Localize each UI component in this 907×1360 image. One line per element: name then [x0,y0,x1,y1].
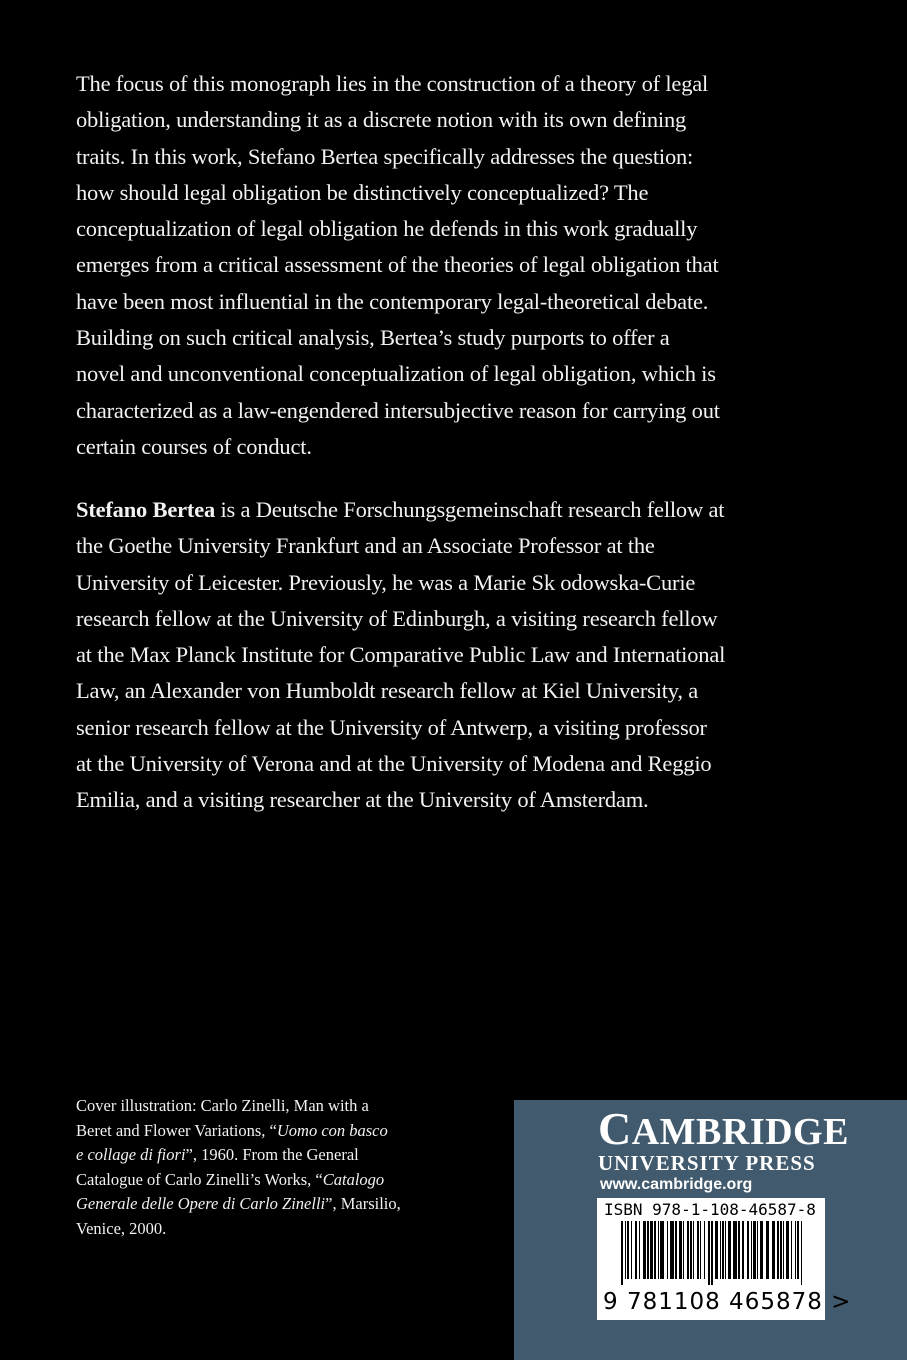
barcode-bar [647,1221,649,1279]
bio-line: the Goethe University Frankfurt and an Associate Professor at the [76,533,655,559]
caption-line: e collage di fiori”, 1960. From the General [76,1145,359,1165]
barcode-bar [708,1221,710,1285]
caption-line: Generale delle Opere di Carlo Zinelli”, Marsilio, [76,1194,401,1214]
barcode-bar [777,1221,779,1279]
barcode-bar [786,1221,789,1279]
cover-illustration-credit [76,1094,401,1242]
barcode-bar [654,1221,656,1279]
publisher-logo: CAMBRIDGE [598,1103,849,1154]
barcode-bar [643,1221,646,1279]
barcode-bar [725,1221,726,1279]
barcode-bar [635,1221,637,1279]
barcode-bar [728,1221,731,1279]
blurb-line: obligation, understanding it as a discrete notion with its own defining [76,107,687,133]
isbn-label: ISBN 978-1-108-46587-8 [604,1200,816,1219]
blurb-line: emerges from a critical assessment of the theories of legal obligation that [76,252,719,278]
barcode-bar [797,1221,799,1279]
barcode-bar [693,1221,694,1279]
barcode-bar [801,1221,802,1285]
barcode-bar [625,1221,626,1279]
barcode-bar [780,1221,782,1279]
bio-line: Emilia, and a visiting researcher at the University of Amsterdam. [76,787,649,813]
barcode-bar [667,1221,668,1279]
publisher-url: www.cambridge.org [600,1176,753,1193]
book-blurb [76,66,720,465]
caption-line: Cover illustration: Carlo Zinelli, Man with a [76,1096,369,1115]
barcode-bar [772,1221,775,1279]
publisher-subtitle: UNIVERSITY PRESS [598,1151,816,1175]
blurb-line: novel and unconventional conceptualization of legal obligation, which is [76,361,716,387]
caption-line: Beret and Flower Variations, “Uomo con basco [76,1120,388,1140]
bio-first-line-text: is a Deutsche Forschungsgemeinschaft research fellow at [215,497,725,522]
blurb-line: traits. In this work, Stefano Bertea specifically addresses the question: [76,143,694,169]
barcode-bar [753,1221,756,1279]
bio-line: research fellow at the University of Edinburgh, a visiting research fellow [76,605,718,631]
barcode-bar [658,1221,659,1279]
barcode-bar [757,1221,758,1279]
caption-line: Venice, 2000. [76,1218,167,1238]
blurb-line: Building on such critical analysis, Bertea’s study purports to offer a [76,325,670,351]
barcode-bar [621,1221,623,1285]
barcode-bar [733,1221,737,1279]
blurb-line: have been most influential in the contemporary legal-theoretical debate. [76,288,709,314]
bio-line: University of Leicester. Previously, he was a Marie Sk odowska-Curie [76,569,696,595]
barcode-bar [627,1221,629,1279]
caption-line: Catalogue of Carlo Zinelli’s Works, “Catalogo [76,1169,385,1189]
barcode-bar [675,1221,677,1279]
blurb-line: certain courses of conduct. [76,433,312,459]
barcode-bar [760,1221,763,1279]
barcode-bar [738,1221,740,1279]
barcode-bar [700,1221,701,1279]
bio-line [76,492,725,528]
barcode-bar [791,1221,792,1279]
barcode-bar [751,1221,752,1279]
blurb-line: conceptualization of legal obligation he defends in this work gradually [76,216,698,242]
barcode-bar [766,1221,769,1279]
barcode-bar [679,1221,682,1279]
barcode-bar [795,1221,796,1279]
barcode-bar [711,1221,713,1285]
barcode-bar [670,1221,674,1279]
blurb-line: The focus of this monograph lies in the construction of a theory of legal [76,71,709,96]
barcode-bar [683,1221,684,1279]
barcode-bar [722,1221,724,1279]
barcode-bar [704,1221,705,1279]
bio-line: at the University of Verona and at the University of Modena and Reggio [76,751,712,777]
blurb-line: how should legal obligation be distinctively conceptualized? The [76,179,649,205]
barcode-bar [660,1221,664,1279]
bio-line: at the Max Planck Institute for Comparative Public Law and International [76,642,726,668]
barcode-bar [697,1221,699,1279]
bio-line: senior research fellow at the University of Antwerp, a visiting professor [76,714,707,740]
barcode-bar [650,1221,653,1279]
author-name: Stefano Bertea [76,497,216,522]
ean-number: 9 781108 465878 > [603,1289,852,1315]
barcode-bar [639,1221,640,1279]
barcode-bar [690,1221,692,1279]
author-bio [76,492,725,819]
barcode-bar [715,1221,718,1279]
barcode-bar [783,1221,784,1279]
barcode [597,1198,852,1320]
barcode-bar [747,1221,749,1279]
barcode-bar [742,1221,744,1279]
barcode-bar [687,1221,689,1279]
barcode-bars [621,1221,805,1285]
blurb-line: characterized as a law-engendered intersubjective reason for carrying out [76,397,720,423]
barcode-bar [720,1221,721,1279]
publisher-panel [514,1100,907,1360]
barcode-bar [631,1221,632,1279]
bio-line: Law, an Alexander von Humboldt research fellow at Kiel University, a [76,678,699,704]
